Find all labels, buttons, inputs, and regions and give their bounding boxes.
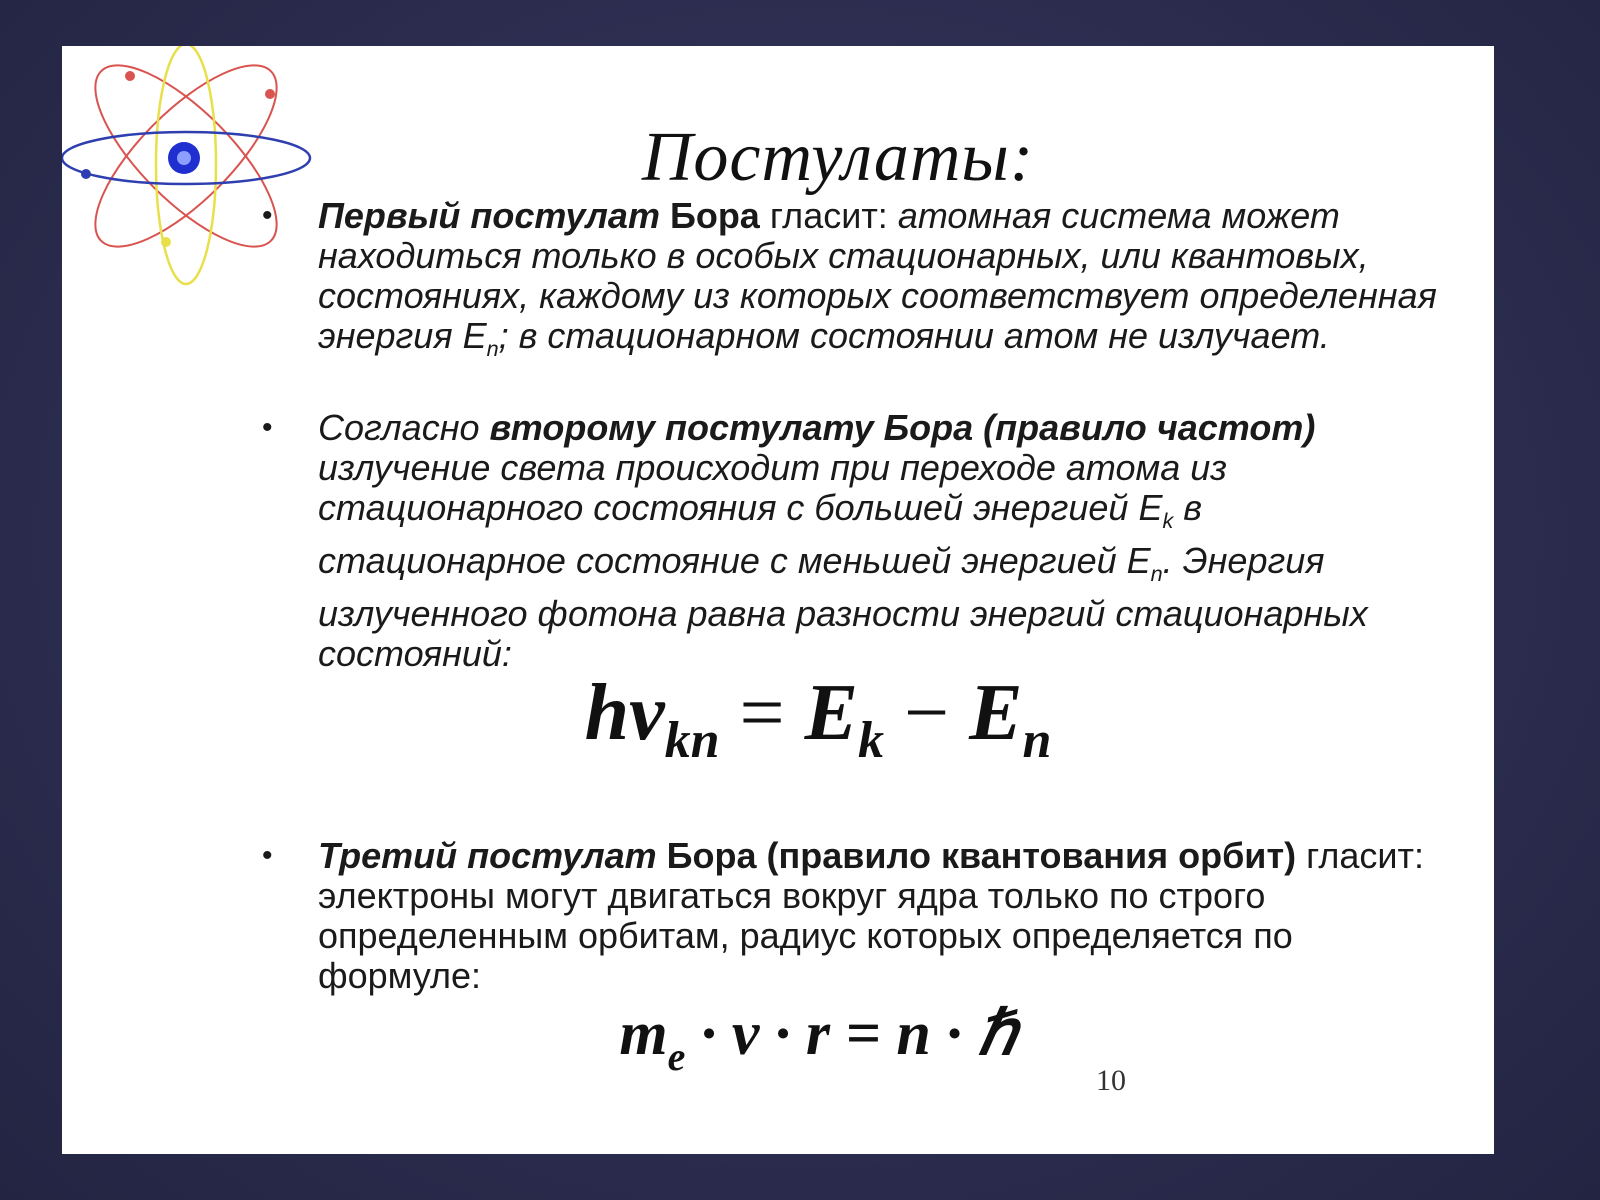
postulate-2: • Согласно второму постулату Бора (правило частот) излучение света происходит при переходе атома из стационарного состояния с большей энергией $E_k$ в стационарное состояние с меньшей энергией $E_n$. Энергия излученного фотона равна разности энергий стационарных состояний:	[262, 407, 1368, 675]
page-number: 10	[1096, 1064, 1126, 1097]
slide	[62, 46, 1494, 1154]
formula-orbit-quantization: $m_e \cdot v \cdot r = n$ · ℏ	[619, 1000, 1017, 1079]
postulate-1: • Первый постулат Бора гласит: атомная система может находиться только в особых стационарных, или квантовых, состояниях, каждому из которых соответствует определенная энергия $E_n$; в стационарном состоянии атом не излучает.	[262, 195, 1437, 362]
bullet-dot: •	[262, 411, 273, 444]
electron-red-2	[265, 89, 275, 99]
electron-red-1	[125, 71, 135, 81]
postulate-3: • Третий постулат Бора (правило квантования орбит) гласит: электроны могут двигаться вокруг ядра только по строго определенным орбитам, радиус которых определяется по формуле:	[262, 835, 1425, 996]
formula-frequency-rule: $h\nu_{kn} = E_k - E_n$	[584, 669, 1052, 769]
slide-title: Постулаты:	[641, 119, 1035, 196]
bullet-dot: •	[262, 839, 273, 872]
bullet-dot: •	[262, 199, 273, 232]
electron-yellow	[161, 237, 171, 247]
